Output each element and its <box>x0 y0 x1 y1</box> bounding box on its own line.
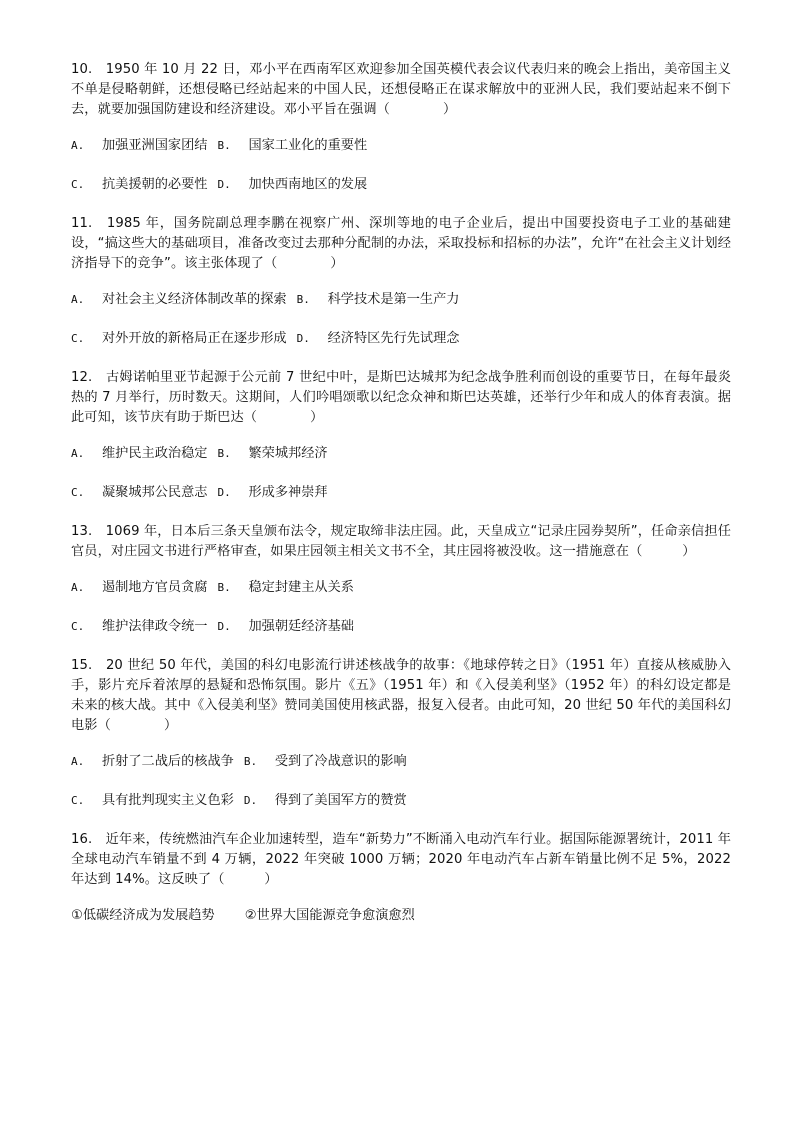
option-row <box>71 136 731 156</box>
exam-page <box>71 60 731 926</box>
option-letter: C. <box>71 794 85 807</box>
option-letter: B. <box>217 139 231 152</box>
option-text: 维护民主政治稳定 <box>102 446 208 461</box>
option-text: 凝聚城邦公民意志 <box>102 485 208 500</box>
option-letter: D. <box>243 794 258 807</box>
option-row <box>71 791 731 811</box>
option-text: 稳定封建主从关系 <box>248 580 354 595</box>
option-text: 国家工业化的重要性 <box>248 138 368 153</box>
option-text: 维护法律政令统一 <box>102 619 208 634</box>
option-text: 折射了二战后的核战争 <box>102 754 234 769</box>
option-text: 遏制地方官员贪腐 <box>102 580 208 595</box>
option-row <box>71 444 731 464</box>
question-12 <box>71 368 731 503</box>
question-15 <box>71 656 731 811</box>
question-13 <box>71 522 731 637</box>
option-text: 具有批判现实主义色彩 <box>102 793 234 808</box>
option-letter: D. <box>217 486 231 499</box>
question-stem: 12. 古姆诺帕里亚节起源于公元前 7 世纪中叶，是斯巴达城邦为纪念战争胜利而创设的重要节日，在每年最炎热的 7 月举行，历时数天。这期间，人们吟唱颂歌以纪念众神和斯巴达英雄，还举行少年和成人的体育表演。据此可知，该节庆有助于斯巴达（ ） <box>71 370 731 425</box>
option-letter: A. <box>71 447 85 460</box>
option-text: 科学技术是第一生产力 <box>327 292 460 307</box>
option-letter: C. <box>71 332 85 345</box>
option-text: 繁荣城邦经济 <box>248 446 328 461</box>
option-letter: B. <box>217 581 231 594</box>
option-text: 抗美援朝的必要性 <box>102 177 208 192</box>
question-11 <box>71 214 731 349</box>
option-text: 加强亚洲国家团结 <box>102 138 208 153</box>
statement-item: ①低碳经济成为发展趋势 <box>71 908 215 923</box>
question-stem: 11. 1985 年，国务院副总理李鹏在视察广州、深圳等地的电子企业后，提出中国要投资电子工业的基础建设，“搞这些大的基础项目，准备改变过去那种分配制的办法，采取投标和招标的办法”，允许“在社会主义计划经济指导下的竞争”。该主张体现了（ ） <box>71 216 731 271</box>
question-16 <box>71 830 731 926</box>
option-row <box>71 175 731 195</box>
option-text: 经济特区先行先试理念 <box>327 331 460 346</box>
option-text: 形成多神崇拜 <box>248 485 328 500</box>
option-text: 对社会主义经济体制改革的探索 <box>102 292 287 307</box>
option-letter: C. <box>71 620 85 633</box>
option-row <box>71 483 731 503</box>
question-10 <box>71 60 731 195</box>
question-stem: 16. 近年来，传统燃油汽车企业加速转型，造车“新势力”不断涌入电动汽车行业。据国际能源署统计，2011 年全球电动汽车销量不到 4 万辆，2022 年突破 1000 万辆；2020 年电动汽车占新车销量比例不足 5%，2022 年达到 14%。这反映了（ ） <box>71 832 731 887</box>
option-text: 受到了冷战意识的影响 <box>274 754 407 769</box>
option-text: 得到了美国军方的赞赏 <box>274 793 407 808</box>
option-letter: C. <box>71 178 85 191</box>
option-letter: A. <box>71 581 85 594</box>
option-row <box>71 617 731 637</box>
option-letter: A. <box>71 755 85 768</box>
option-letter: C. <box>71 486 85 499</box>
statement-row <box>71 906 731 926</box>
option-letter: D. <box>296 332 310 345</box>
option-letter: D. <box>217 620 231 633</box>
option-letter: B. <box>217 447 231 460</box>
option-text: 加快西南地区的发展 <box>248 177 368 192</box>
option-letter: B. <box>296 293 310 306</box>
option-row <box>71 329 731 349</box>
option-row <box>71 752 731 772</box>
option-row <box>71 290 731 310</box>
question-stem: 10. 1950 年 10 月 22 日，邓小平在西南军区欢迎参加全国英模代表会议代表归来的晚会上指出，美帝国主义不单是侵略朝鲜，还想侵略已经站起来的中国人民，还想侵略正在谋求解放中的亚洲人民，我们要站起来不倒下去，就要加强国防建设和经济建设。邓小平旨在强调（ ） <box>71 62 731 117</box>
question-stem: 15. 20 世纪 50 年代，美国的科幻电影流行讲述核战争的故事：《地球停转之日》（1951 年）直接从核威胁入手，影片充斥着浓厚的悬疑和恐怖氛围。影片《五》（1951 年）和《入侵美利坚》（1952 年）的科幻设定都是未来的核大战。其中《入侵美利坚》赞同美国使用核武器，报复入侵者。由此可知，20 世纪 50 年代的美国科幻电影（ ） <box>71 658 731 733</box>
question-stem: 13. 1069 年，日本后三条天皇颁布法令，规定取缔非法庄园。此，天皇成立“记录庄园券契所”，任命亲信担任官员，对庄园文书进行严格审查，如果庄园领主相关文书不全，其庄园将被没收。这一措施意在（ ） <box>71 524 731 559</box>
option-letter: A. <box>71 139 85 152</box>
option-letter: A. <box>71 293 85 306</box>
statement-item: ②世界大国能源竞争愈演愈烈 <box>244 908 415 923</box>
option-letter: D. <box>217 178 231 191</box>
option-text: 加强朝廷经济基础 <box>248 619 354 634</box>
option-row <box>71 578 731 598</box>
option-text: 对外开放的新格局正在逐步形成 <box>102 331 287 346</box>
option-letter: B. <box>243 755 258 768</box>
